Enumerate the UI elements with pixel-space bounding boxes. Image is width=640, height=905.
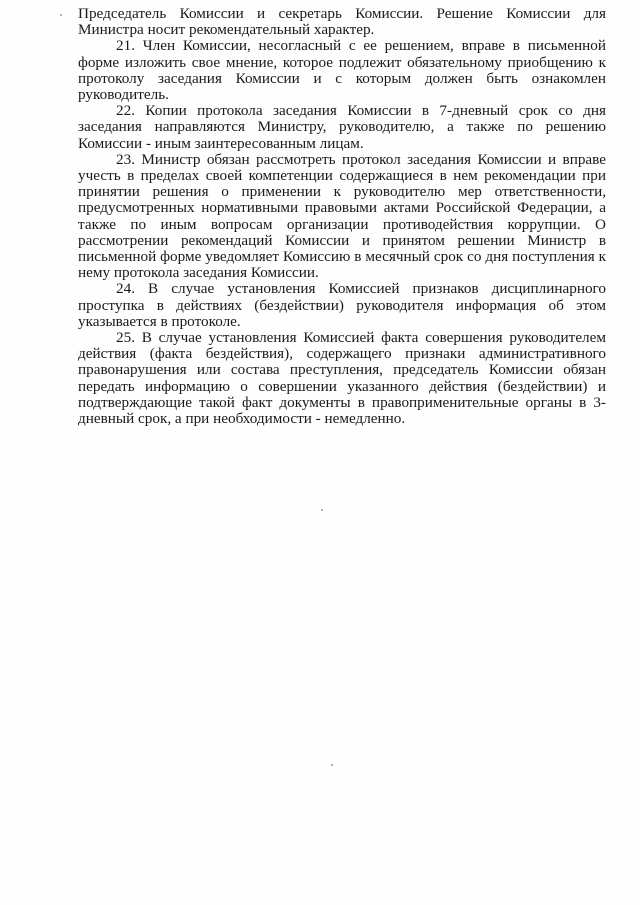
scan-speck bbox=[331, 764, 333, 766]
paragraph-24: 24. В случае установления Комиссией признаков дисциплинарного проступка в действиях (бездействии) руководителя информация об этом указывается в протоколе. bbox=[78, 280, 606, 330]
paragraph-22: 22. Копии протокола заседания Комиссии в 7-дневный срок со дня заседания направляются Министру, руководителю, а также по решению Комиссии - иным заинтересованным лицам. bbox=[78, 102, 606, 152]
paragraph-25: 25. В случае установления Комиссией факта совершения руководителем действия (факта бездействия), содержащего признаки административного правонарушения или состава преступления, председатель Комиссии обязан передать информацию о совершении указанного действия (бездействии) и подтверждающие такой факт документы в правоприменительные органы в 3-дневный срок, а при необходимости - немедленно. bbox=[78, 329, 606, 428]
paragraph-20-continuation: Председатель Комиссии и секретарь Комиссии. Решение Комиссии для Министра носит рекомендательный характер. bbox=[78, 5, 606, 39]
paragraph-23: 23. Министр обязан рассмотреть протокол заседания Комиссии и вправе учесть в пределах своей компетенции содержащиеся в нем рекомендации при принятии решения о применении к руководителю мер ответственности, предусмотренных нормативными правовыми актами Российской Федерации, а также по иным вопросам организации противодействия коррупции. О рассмотрении рекомендаций Комиссии и принятом решении Министр в письменной форме уведомляет Комиссию в месячный срок со дня поступления к нему протокола заседания Комиссии. bbox=[78, 150, 606, 282]
paragraph-21: 21. Член Комиссии, несогласный с ее решением, вправе в письменной форме изложить свое мнение, которое подлежит обязательному приобщению к протоколу заседания Комиссии и с которым должен быть ознакомлен руководитель. bbox=[78, 37, 606, 104]
document-body bbox=[78, 6, 606, 427]
scan-speck bbox=[60, 14, 62, 16]
scan-speck bbox=[321, 509, 323, 511]
